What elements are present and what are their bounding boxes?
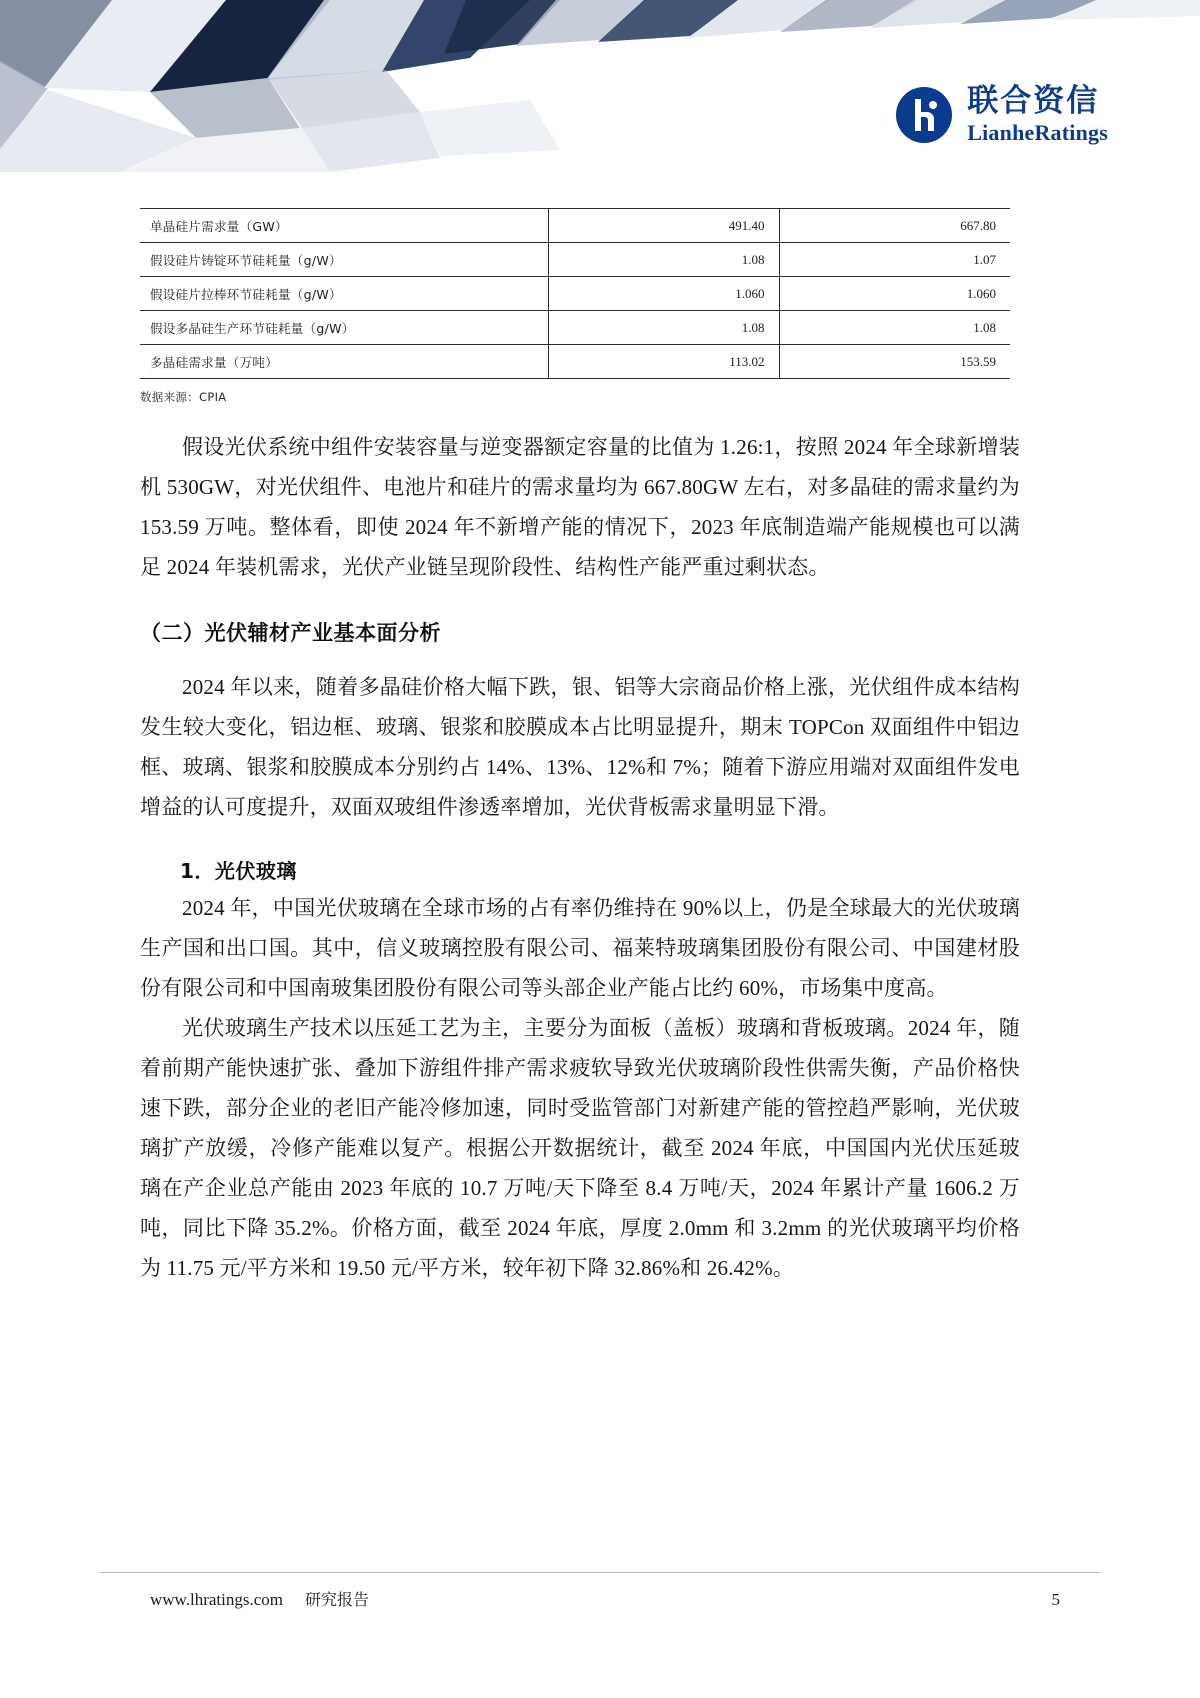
page-content: [140, 0, 1020, 1288]
paragraph-capacity-surplus: 假设光伏系统中组件安装容量与逆变器额定容量的比值为 1.26:1，按照 2024 年全球新增装机 530GW，对光伏组件、电池片和硅片的需求量均为 667.80GW 左右，对多晶硅的需求量约为 153.59 万吨。整体看，即使 2024 年不新增产能的情况下，2023 年底制造端产能规模也可以满足 2024 年装机需求，光伏产业链呈现阶段性、结构性产能严重过剩状态。: [140, 435, 1020, 579]
row-value-2024: 667.80: [779, 209, 1010, 243]
section-heading-auxiliary-materials: （二）光伏辅材产业基本面分析: [140, 621, 441, 645]
row-value-2024: 1.08: [779, 311, 1010, 345]
row-label: 假设多晶硅生产环节硅耗量（g/W）: [140, 311, 548, 345]
row-value-2023: 113.02: [548, 345, 779, 379]
row-label: 单晶硅片需求量（GW）: [140, 209, 548, 243]
row-value-2024: 153.59: [779, 345, 1010, 379]
paragraph-production-tech: 光伏玻璃生产技术以压延工艺为主，主要分为面板（盖板）玻璃和背板玻璃。2024 年，随着前期产能快速扩张、叠加下游组件排产需求疲软导致光伏玻璃阶段性供需失衡，产品价格快速下跌，部分企业的老旧产能冷修加速，同时受监管部门对新建产能的管控趋严影响，光伏玻璃扩产放缓，冷修产能难以复产。根据公开数据统计，截至 2024 年底，中国国内光伏压延玻璃在产企业总产能由 2023 年底的 10.7 万吨/天下降至 8.4 万吨/天，2024 年累计产量 1606.2 万吨，同比下降 35.2%。价格方面，截至 2024 年底，厚度 2.0mm 和 3.2mm 的光伏玻璃平均价格为 11.75 元/平方米和 19.50 元/平方米，较年初下降 32.86%和 26.42%。: [140, 1016, 1020, 1280]
table-source-note: 数据来源：CPIA: [140, 390, 227, 404]
row-value-2023: 491.40: [548, 209, 779, 243]
footer-page-number: 5: [1051, 1590, 1060, 1609]
table-row: [140, 277, 1010, 311]
row-value-2023: 1.08: [548, 243, 779, 277]
row-label: 假设硅片拉棒环节硅耗量（g/W）: [140, 277, 548, 311]
silicon-demand-table: [140, 208, 1010, 379]
paragraph-cost-structure: 2024 年以来，随着多晶硅价格大幅下跌，银、铝等大宗商品价格上涨，光伏组件成本结构发生较大变化，铝边框、玻璃、银浆和胶膜成本占比明显提升，期末 TOPCon 双面组件中铝边框、玻璃、银浆和胶膜成本分别约占 14%、13%、12%和 7%；随着下游应用端对双面组件发电增益的认可度提升，双面双玻组件渗透率增加，光伏背板需求量明显下滑。: [140, 675, 1020, 819]
table-row: [140, 243, 1010, 277]
row-value-2024: 1.07: [779, 243, 1010, 277]
footer-left-group: [150, 1587, 369, 1610]
page-footer: [100, 1572, 1100, 1610]
row-label: 多晶硅需求量（万吨）: [140, 345, 548, 379]
sub-heading-pv-glass: 1．光伏玻璃: [180, 859, 297, 883]
logo-chinese-name: 联合资信: [967, 83, 1100, 119]
paragraph-global-share: 2024 年，中国光伏玻璃在全球市场的占有率仍维持在 90%以上，仍是全球最大的光伏玻璃生产国和出口国。其中，信义玻璃控股有限公司、福莱特玻璃集团股份有限公司、中国建材股份有限公司和中国南玻集团股份有限公司等头部企业产能占比约 60%，市场集中度高。: [140, 896, 1020, 1000]
table-row: [140, 209, 1010, 243]
row-value-2023: 1.08: [548, 311, 779, 345]
footer-document-label: 研究报告: [305, 1590, 370, 1609]
row-label: 假设硅片铸锭环节硅耗量（g/W）: [140, 243, 548, 277]
footer-website-url[interactable]: www.lhratings.com: [150, 1590, 283, 1609]
table-row: [140, 311, 1010, 345]
row-value-2023: 1.060: [548, 277, 779, 311]
table-body: [140, 209, 1010, 379]
row-value-2024: 1.060: [779, 277, 1010, 311]
table-row: [140, 345, 1010, 379]
logo-english-name: LianheRatings: [967, 120, 1108, 145]
